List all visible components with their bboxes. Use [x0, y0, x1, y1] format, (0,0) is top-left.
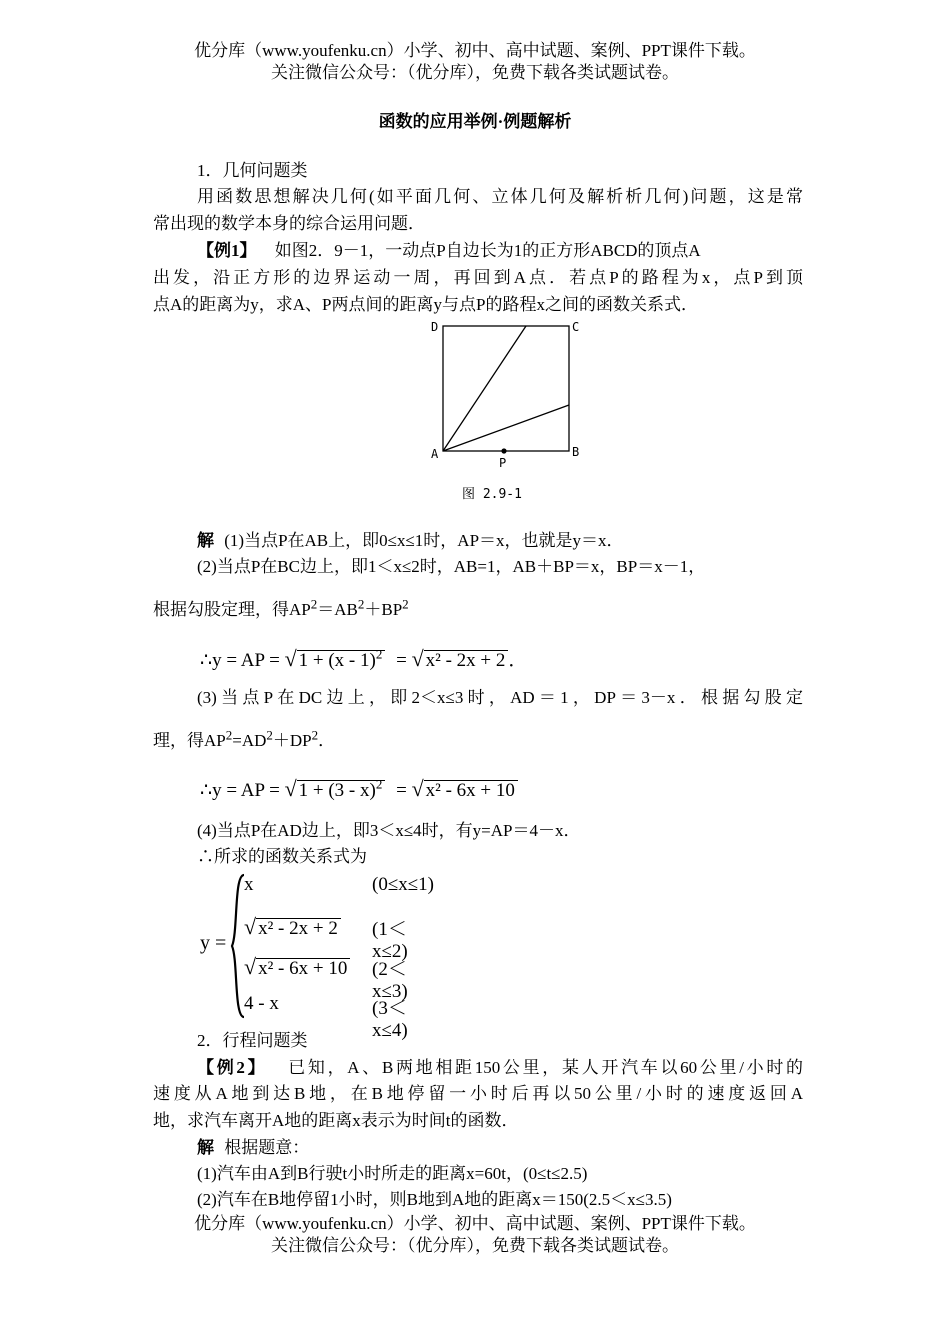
- example-1-line-3: 点A的距离为y，求A、P两点间的距离y与点P的路程x之间的函数关系式．: [153, 295, 698, 314]
- sup-2: 2: [311, 727, 319, 743]
- example-1-label: 【例1】: [197, 241, 257, 260]
- eq2-rad1-text: 1 + (3 - x): [298, 780, 376, 801]
- label-a: A: [431, 447, 439, 461]
- equation-1: [200, 645, 527, 672]
- square-abcd: [443, 326, 569, 451]
- solution-step-3a: (3)当点P在DC边上，即2＜x≤3时，AD＝1，DP＝3－x．根据勾股定: [197, 688, 803, 707]
- header: [0, 40, 950, 84]
- point-p-dot: [501, 448, 506, 453]
- step-2b-mid2: ＋BP: [364, 600, 403, 619]
- piecewise-y: y =: [200, 932, 227, 954]
- eq1-rad1-text: 1 + (x - 1): [298, 650, 376, 671]
- sup-2: 2: [357, 596, 365, 612]
- solution-step-5: ∴所求的函数关系式为: [197, 847, 367, 866]
- solution-step-4: (4)当点P在AD边上，即3＜x≤4时，有y=AP＝4－x．: [197, 821, 581, 840]
- piecewise-case-row: [244, 954, 408, 1002]
- square-figure: [420, 315, 590, 510]
- piecewise-condition: (2＜x≤3): [372, 959, 408, 1002]
- equation-2: [200, 776, 518, 802]
- sup-2: 2: [225, 727, 233, 743]
- eq1-equals: =: [396, 650, 407, 671]
- radical-icon: √: [244, 914, 257, 939]
- eq2-radicand-1: [297, 776, 386, 801]
- intro-line-1: 用函数思想解决几何(如平面几何、立体几何及解析析几何)问题，这是常: [197, 187, 803, 206]
- solution-step-2a: (2)当点P在BC边上，即1＜x≤2时，AB=1，AB＋BP＝x，BP＝x－1，: [197, 557, 706, 576]
- intro-line-2: 常出现的数学本身的综合运用问题．: [153, 214, 425, 233]
- solution-step-1: (1)当点P在AB上，即0≤x≤1时，AP＝x，也就是y＝x．: [224, 531, 624, 550]
- piecewise-expression: x² - 2x + 2: [256, 918, 341, 939]
- step-2b-prefix: 根据勾股定理，得AP: [153, 600, 311, 619]
- piecewise-expression: 4 - x: [244, 993, 279, 1014]
- radical-icon: √: [284, 776, 297, 801]
- step-3b-end: ．: [318, 731, 336, 750]
- radical-icon: √: [244, 954, 257, 979]
- step-3b-prefix: 理，得AP: [153, 731, 226, 750]
- step-2b-mid1: ＝AB: [317, 600, 358, 619]
- eq2-lhs: ∴y = AP =: [200, 780, 280, 801]
- piecewise-condition: (0≤x≤1): [372, 874, 435, 895]
- sup-2: 2: [375, 776, 383, 792]
- page-title: 函数的应用举例·例题解析: [378, 112, 572, 131]
- solution-2-intro-text: 根据题意：: [224, 1138, 310, 1157]
- segment-a-to-dc: [443, 326, 526, 451]
- footer-line-1: 优分库（www.youfenku.cn）小学、初中、高中试题、案例、PPT课件下载。: [194, 1214, 756, 1233]
- piecewise-case-row: [244, 993, 408, 1041]
- section-1-heading: 1．几何问题类: [197, 161, 308, 180]
- section-2-heading: 2．行程问题类: [197, 1031, 308, 1050]
- label-b: B: [572, 445, 580, 459]
- piecewise-case-row: [244, 914, 408, 962]
- sup-2: 2: [375, 646, 383, 662]
- header-line-1: 优分库（www.youfenku.cn）小学、初中、高中试题、案例、PPT课件下载。: [194, 41, 756, 60]
- solution-2-intro: [197, 1135, 309, 1161]
- label-p: P: [499, 456, 507, 470]
- piecewise-condition: (1＜x≤2): [372, 919, 408, 962]
- piecewise-condition: (3＜x≤4): [372, 998, 408, 1041]
- header-line-2: 关注微信公众号：（优分库），免费下载各类试题试卷。: [271, 63, 679, 82]
- example-1-line-1: [197, 238, 803, 264]
- step-3b-mid2: ＋DP: [272, 731, 312, 750]
- eq1-radicand-2: x² - 2x + 2: [424, 650, 509, 671]
- figure-caption: 图 2.9-1: [462, 487, 522, 502]
- sup-2: 2: [402, 596, 409, 612]
- footer-line-2: 关注微信公众号：（优分库），免费下载各类试题试卷。: [271, 1236, 679, 1255]
- solution-step-2b: [153, 597, 803, 623]
- label-c: C: [572, 320, 580, 334]
- radical-icon: √: [411, 776, 424, 801]
- eq1-lhs: ∴y = AP =: [200, 650, 280, 671]
- piecewise-expression: x: [244, 874, 254, 895]
- sup-2: 2: [266, 727, 273, 743]
- radical-icon: √: [411, 646, 424, 671]
- solution-2-step-1: (1)汽车由A到B行驶t小时所走的距离x=60t，(0≤t≤2.5): [197, 1164, 588, 1183]
- example-2-line-1: [197, 1055, 803, 1081]
- example-2-line-3: 地，求汽车离开A地的距离x表示为时间t的函数．: [153, 1111, 519, 1130]
- eq1-radicand-1: [297, 646, 386, 671]
- piecewise-expression: x² - 6x + 10: [256, 958, 350, 979]
- example-1-text-1: 如图2．9－1，一动点P自边长为1的正方形ABCD的顶点A: [274, 241, 701, 260]
- solution-2-step-2: (2)汽车在B地停留1小时，则B地到A地的距离x＝150(2.5＜x≤3.5): [197, 1190, 672, 1209]
- sup-2: 2: [310, 596, 318, 612]
- eq2-radicand-2: x² - 6x + 10: [424, 780, 518, 801]
- eq1-period: ．: [508, 650, 528, 671]
- example-2-text-1: 已知，A、B两地相距150公里，某人开汽车以60公里/小时的: [288, 1058, 804, 1077]
- example-1-line-2: 出发，沿正方形的边界运动一周，再回到A点．若点P的路程为x，点P到顶: [153, 268, 803, 287]
- solution-label: 解: [197, 531, 214, 550]
- label-d: D: [431, 320, 439, 334]
- example-2-line-2: 速度从A地到达B地，在B地停留一小时后再以50公里/小时的速度返回A: [153, 1084, 803, 1103]
- footer: [0, 1213, 950, 1257]
- solution-1-line-1: [197, 528, 624, 554]
- step-3b-mid1: =AD: [232, 731, 267, 750]
- eq2-equals: =: [396, 780, 407, 801]
- segment-a-to-bc: [443, 405, 569, 451]
- solution-step-3b: [153, 728, 803, 754]
- solution-2-label: 解: [197, 1138, 214, 1157]
- piecewise-case-row: [244, 874, 435, 896]
- example-2-label: 【例2】: [197, 1058, 268, 1077]
- radical-icon: √: [284, 646, 297, 671]
